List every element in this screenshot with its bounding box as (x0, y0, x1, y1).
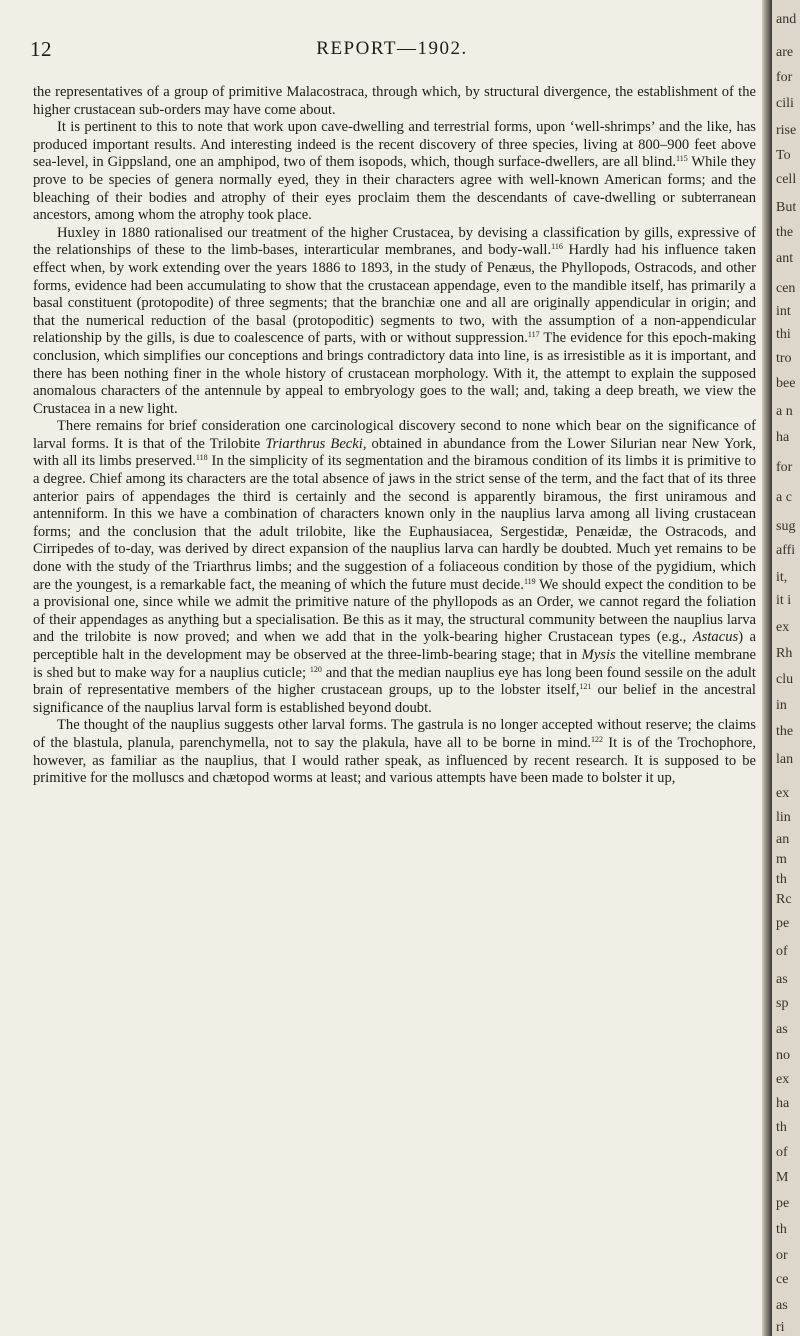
text-run: It is pertinent to this to note that work upon cave-dwelling and terrestrial forms, upon ‘well-shrimps’ and the like, has produced important results. And interesting indeed is the recent discovery of three species, living at 800–900 feet above sea-level, in Gippsland, one an amphipod, two of them isopods, which, though surface-dwellers, are all blind. (33, 119, 756, 171)
facing-page-fragment: Rh (776, 646, 793, 661)
facing-page-fragment: pe (776, 1196, 790, 1211)
facing-page-fragment: tro (776, 351, 792, 366)
facing-page-fragment: ri (776, 1320, 785, 1335)
text-run: In the simplicity of its segmentation and the biramous condition of its limbs it is primitive to a degree. Chief among its characters are the total absence of jaws in the strict sense of the term, and the fact that of its three anterior pairs of appendages the third is certainly and the second is apparently biramous, the first uniramous and antenniform. In this we have a combination of characters known only in the nauplius larva among all living crustacean forms; and the conclusion that the adult trilobite, like the Euphausiacea, Sergestidæ, Penæidæ, the Ostracods, and Cirripedes of to-day, was derived by direct expansion of the nauplius larva can hardly be doubted. Much yet remains to be done with the study of the Triarthrus limbs; and the suggestion of a foliaceous condition by those of the pygidium, which are the youngest, is a remarkable fact, the meaning of which the future must decide. (33, 453, 756, 593)
facing-page-fragment: a c (776, 490, 792, 505)
facing-page-fragment: of (776, 1145, 788, 1160)
facing-page-fragment: ce (776, 1272, 789, 1287)
facing-page-fragment: the (776, 724, 794, 739)
text-run: ) a perceptible halt in the development may be observed at the three-limb-bearing stage; that in (33, 629, 756, 663)
facing-page-fragment: or (776, 1248, 788, 1263)
facing-page-fragment: ant (776, 251, 794, 266)
facing-page-fragment: int (776, 304, 791, 319)
text-run: The evidence for this epoch-making conclusion, which simplifies our conceptions and brings contradictory data into line, is as irresistible as it is important, and there has been nothing finer in the whole history of crustacean morphology. With it, the attempt to explain the supposed anomalous characters of the antennule by appeal to embryology goes to the wall; and, taking a deep breath, we view the Crustacea in a new light. (33, 330, 756, 417)
text-run: While they prove to be species of genera normally eyed, they in their characters agree with well-known American forms; and the bleaching of their bodies and atrophy of their eyes proclaim them the descendants of cave-dwelling or subterranean ancestors, among whom the atrophy took place. (33, 154, 756, 224)
footnote-ref: 118 (195, 453, 208, 463)
facing-page-fragment: ha (776, 1096, 790, 1111)
facing-page-fragment: th (776, 1120, 787, 1135)
body-text (33, 84, 756, 788)
facing-page-edge (772, 0, 800, 1336)
italic-term: Triarthrus Becki (265, 435, 363, 452)
facing-page-fragment: in (776, 698, 787, 713)
facing-page-fragment: affi (776, 543, 796, 558)
facing-page-fragment: a n (776, 404, 793, 419)
text-run: We should expect the condition to be a provisional one, since while we admit the primitive nature of the phyllopods as an Order, we cannot regard the foliation of their appendages as anything but a specialisation. Be this as it may, the structural community between the nauplius larva and the trilobite is now proved; and when we add that in the yolk-bearing higher Crustacean types (e.g., (33, 576, 756, 646)
running-title: REPORT—1902. (316, 38, 468, 59)
facing-page-fragment: bee (776, 376, 796, 391)
text-run: our belief in the ancestral significance of the nauplius larval form is established beyond doubt. (33, 682, 756, 716)
facing-page-fragment: no (776, 1048, 790, 1063)
facing-page-fragment: ex (776, 786, 790, 801)
facing-page-fragment: pe (776, 916, 790, 931)
paragraph (33, 84, 756, 119)
facing-page-fragment: thi (776, 327, 791, 342)
paragraph (33, 418, 756, 717)
paragraph (33, 119, 756, 225)
facing-page-fragment: an (776, 832, 790, 847)
facing-page-fragment: are (776, 45, 794, 60)
facing-page-fragment: cili (776, 96, 794, 111)
footnote-ref: 122 (591, 734, 604, 744)
text-run: The thought of the nauplius suggests other larval forms. The gastrula is no longer accepted without reserve; the claims of the blastula, planula, parenchymella, not to say the plakula, have all to be borne in mind. (33, 717, 756, 751)
facing-page-fragment: M (776, 1170, 789, 1185)
text-run: , obtained in abundance from the Lower Silurian near New York, with all its limbs preserved. (33, 435, 757, 470)
footnote-ref: 120 (309, 664, 322, 674)
facing-page-fragment: as (776, 1022, 788, 1037)
facing-page-fragment: ex (776, 1072, 790, 1087)
footnote-ref: 119 (523, 576, 536, 586)
facing-page-fragment: But (776, 200, 797, 215)
facing-page-fragment: cell (776, 172, 797, 187)
facing-page-fragment: m (776, 852, 787, 867)
book-gutter (762, 0, 772, 1336)
facing-page-fragment: lin (776, 810, 791, 825)
facing-page-fragment: th (776, 1222, 787, 1237)
text-run: Hardly had his influence taken effect when, by work extending over the years 1886 to 1893, in the study of Penæus, the Phyllopods, Ostracods, and other forms, evidence had been accumulating to show that the crustacean appendage, even to the mandible itself, has primarily a basal constituent (protopodite) of three segments; that the branchiæ one and all are originally appendicular in origin; and that the numerical reduction of the basal (protopoditic) segments to two, with the assumption of a non-appendicular relationship by the gills, is due to coalescence of parts, with or without suppression. (33, 242, 756, 347)
facing-page-fragment: sp (776, 996, 789, 1011)
facing-page-fragment: of (776, 944, 788, 959)
facing-page-fragment: for (776, 460, 793, 475)
footnote-ref: 115 (676, 154, 688, 164)
facing-page-fragment: it i (776, 593, 792, 608)
footnote-ref: 121 (579, 682, 592, 692)
facing-page-fragment: cen (776, 281, 796, 296)
italic-term: Astacus (692, 629, 739, 646)
text-run: There remains for brief consideration one carcinological discovery second to none which bear on the significance of larval forms. It is that of the Trilobite (33, 418, 756, 452)
facing-page-fragment: as (776, 972, 788, 987)
text-run: the representatives of a group of primitive Malacostraca, through which, by structural divergence, the establishment of the higher crustacean sub-orders may have come about. (33, 84, 756, 118)
footnote-ref: 116 (551, 242, 563, 252)
italic-term: Mysis (581, 647, 616, 663)
text-run: the vitelline membrane is shed but to make way for a nauplius cuticle; (33, 647, 756, 681)
facing-page-fragment: ex (776, 620, 790, 635)
footnote-ref: 117 (527, 330, 540, 340)
facing-page-fragment: the (776, 225, 794, 240)
facing-page-fragment: sug (776, 519, 796, 534)
facing-page-fragment: Rc (776, 892, 792, 907)
facing-page-fragment: lan (776, 752, 794, 767)
text-run: Huxley in 1880 rationalised our treatment of the higher Crustacea, by devising a classification by gills, expressive of the relationships of these to the limb-bases, interarticular membranes, and body-wall. (33, 224, 756, 259)
paragraph (33, 717, 756, 787)
paragraph (33, 225, 756, 419)
facing-page-fragment: ha (776, 430, 790, 445)
facing-page-fragment: clu (776, 672, 794, 687)
facing-page-fragment: rise (776, 123, 797, 138)
facing-page-fragment: it, (776, 570, 788, 585)
facing-page-fragment: as (776, 1298, 788, 1313)
text-run: It is of the Trochophore, however, as familiar as the nauplius, that I would rather speak, as influenced by recent research. It is supposed to be primitive for the molluscs and chætopod worms at least; and various attempts have been made to bolster it up, (33, 734, 756, 787)
running-head (30, 37, 754, 63)
facing-page-fragment: for (776, 70, 793, 85)
facing-page-fragment: th (776, 872, 787, 887)
page-number: 12 (30, 37, 52, 61)
text-run: and that the median nauplius eye has long been found sessile on the adult brain of representative members of the higher crustacean groups, up to the lobster itself, (33, 664, 756, 699)
facing-page-fragment: and (776, 12, 797, 27)
facing-page-fragment: To (776, 148, 791, 163)
